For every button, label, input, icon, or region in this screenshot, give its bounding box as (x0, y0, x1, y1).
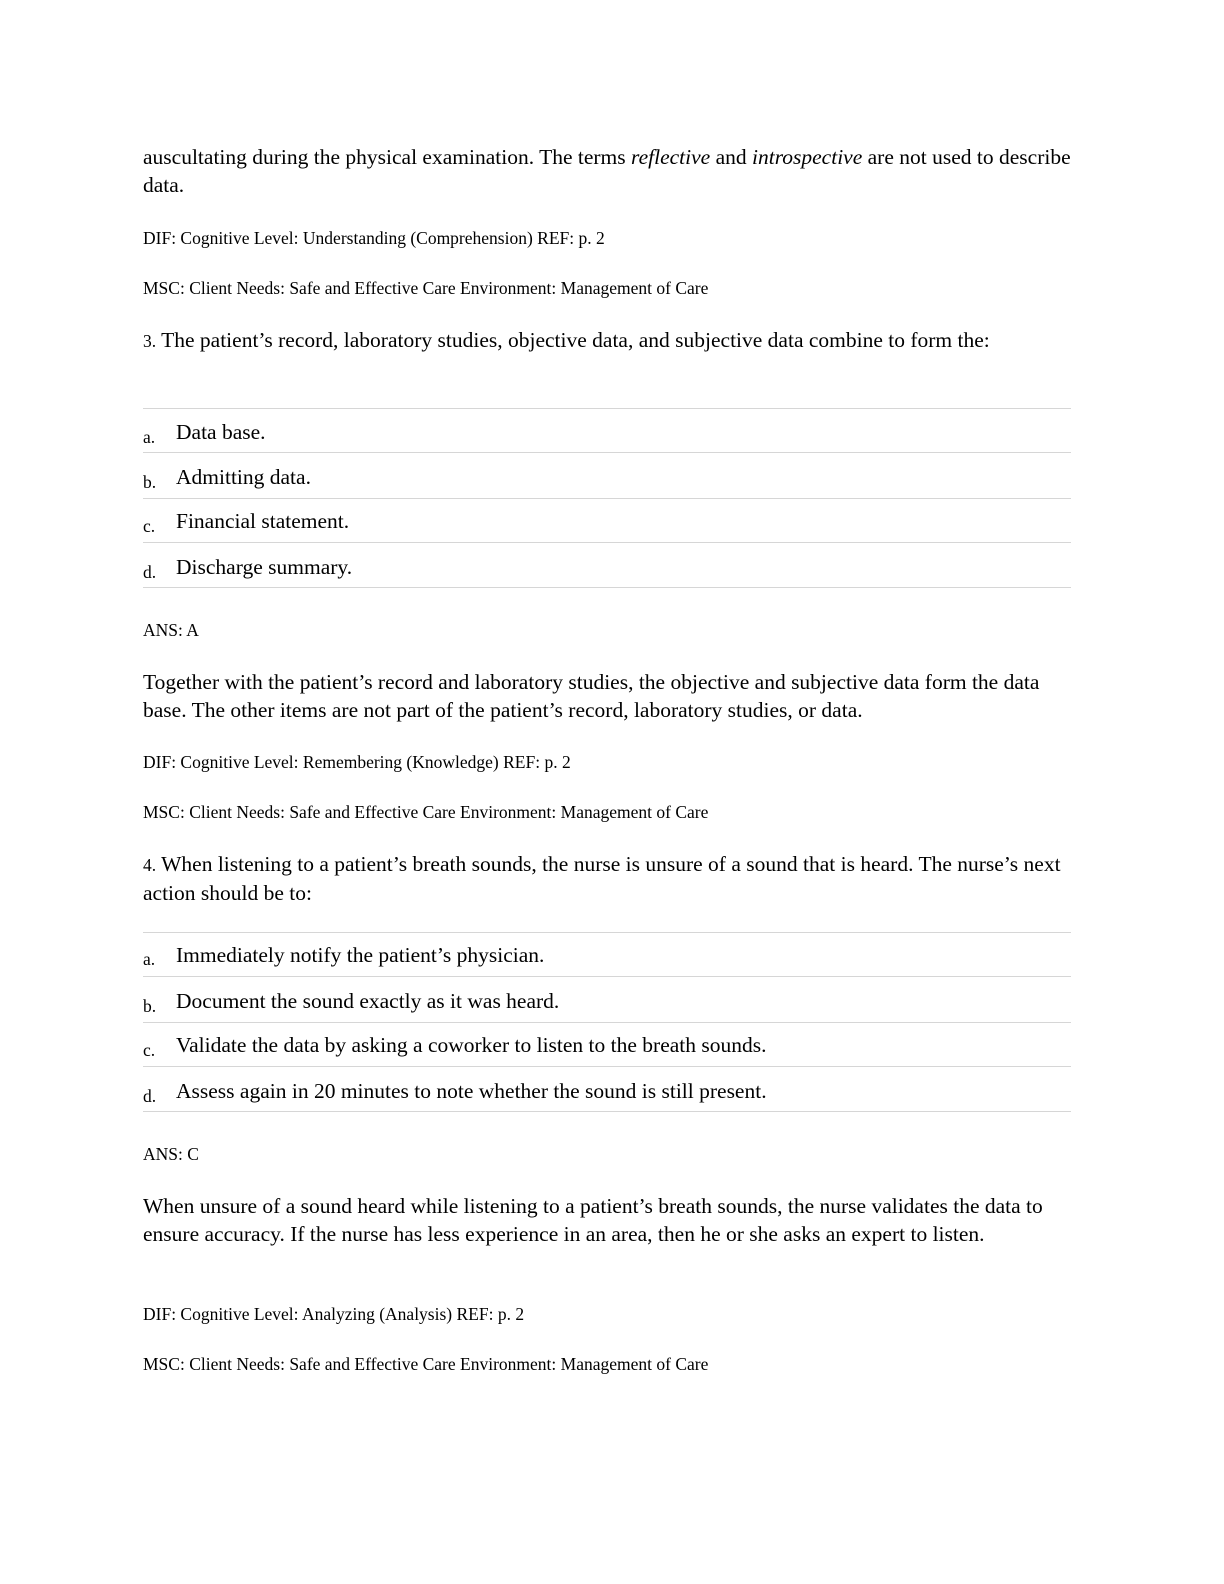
q3-choice-d (143, 542, 1071, 588)
q4-stem (143, 850, 1073, 907)
choice-letter: b. (143, 996, 157, 1016)
q4-dif-line: DIF: Cognitive Level: Analyzing (Analysis) REF: p. 2 (143, 1304, 525, 1324)
choice-text: Data base. (176, 420, 266, 444)
q4-answer: ANS: C (143, 1144, 199, 1164)
question-text: When listening to a patient’s breath sounds, the nurse is unsure of a sound that is heard. The nurse’s next action should be to: (143, 852, 1061, 905)
choice-text: Financial statement. (176, 509, 350, 533)
italic-term: reflective (631, 145, 711, 169)
q2-rationale-continuation (143, 143, 1073, 199)
choice-text: Document the sound exactly as it was heard. (176, 989, 560, 1013)
q4-choice-d (143, 1066, 1071, 1112)
q3-msc-line: MSC: Client Needs: Safe and Effective Care Environment: Management of Care (143, 802, 709, 822)
question-number: 4. (143, 855, 157, 875)
rationale-text: are not used to describe data. (143, 145, 1071, 197)
q3-rationale: Together with the patient’s record and laboratory studies, the objective and subjective data form the data base. The other items are not part of the patient’s record, laboratory studies, or data. (143, 670, 1040, 722)
q4-msc-line: MSC: Client Needs: Safe and Effective Care Environment: Management of Care (143, 1354, 709, 1374)
choice-letter: c. (143, 1040, 156, 1060)
italic-term: introspective (752, 145, 863, 169)
choice-text: Validate the data by asking a coworker to listen to the breath sounds. (176, 1033, 767, 1057)
question-number: 3. (143, 331, 157, 351)
choice-letter: c. (143, 516, 156, 536)
rationale-text: and (710, 145, 752, 169)
q3-choice-b (143, 452, 1071, 497)
q4-choice-a (143, 932, 1071, 977)
choice-text: Admitting data. (176, 465, 311, 489)
q3-choice-c (143, 498, 1071, 543)
choice-letter: d. (143, 1086, 157, 1106)
choice-text: Discharge summary. (176, 555, 353, 579)
choice-text: Immediately notify the patient’s physician. (176, 943, 545, 967)
q4-rationale: When unsure of a sound heard while listening to a patient’s breath sounds, the nurse validates the data to ensure accuracy. If the nurse has less experience in an area, then he or she asks an expert to listen. (143, 1194, 1043, 1246)
q2-dif-line: DIF: Cognitive Level: Understanding (Comprehension) REF: p. 2 (143, 228, 605, 248)
q3-dif-line: DIF: Cognitive Level: Remembering (Knowledge) REF: p. 2 (143, 752, 571, 772)
q2-msc-line: MSC: Client Needs: Safe and Effective Care Environment: Management of Care (143, 278, 709, 298)
choice-letter: a. (143, 427, 156, 447)
q3-answer: ANS: A (143, 620, 199, 640)
q3-stem (143, 326, 1073, 355)
question-text: The patient’s record, laboratory studies, objective data, and subjective data combine to form the: (156, 328, 990, 352)
choice-letter: b. (143, 472, 157, 492)
q4-choice-b (143, 976, 1071, 1021)
choice-letter: a. (143, 949, 156, 969)
choice-text: Assess again in 20 minutes to note whether the sound is still present. (176, 1079, 767, 1103)
q4-choice-c (143, 1022, 1071, 1067)
rationale-text: auscultating during the physical examination. The terms (143, 145, 632, 169)
q3-choice-a (143, 408, 1071, 453)
choice-letter: d. (143, 562, 157, 582)
